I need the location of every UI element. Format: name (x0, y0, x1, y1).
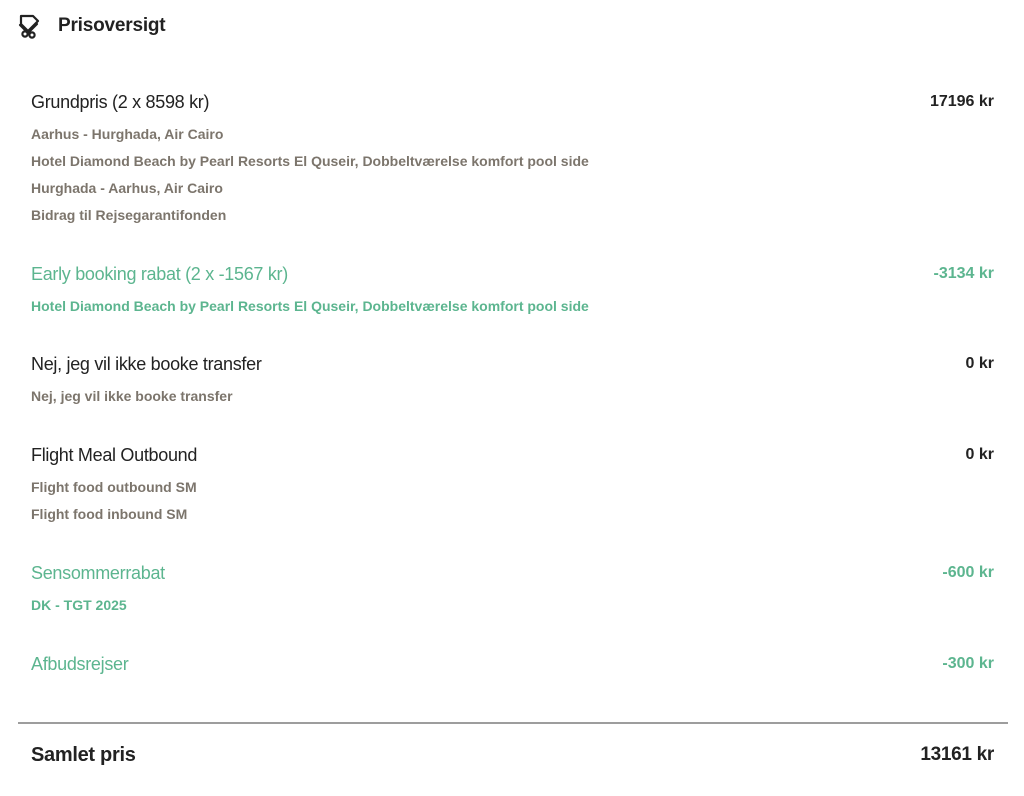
price-item-amount: -3134 kr (933, 265, 994, 282)
price-item-detail: Hotel Diamond Beach by Pearl Resorts El Quseir, Dobbeltværelse komfort pool side (31, 298, 589, 314)
total-row (31, 742, 994, 768)
price-item-detail: Bidrag til Rejsegarantifonden (31, 207, 227, 223)
price-item-title: Grundpris (2 x 8598 kr) (31, 92, 210, 112)
price-item-details (31, 592, 994, 619)
total-label: Samlet pris (31, 744, 136, 766)
price-item-last-minute (31, 653, 994, 675)
price-item-title: Early booking rabat (2 x -1567 kr) (31, 264, 288, 284)
price-item-transfer (31, 353, 994, 410)
total-divider (18, 722, 1008, 724)
price-item-amount: 17196 kr (929, 93, 994, 110)
price-item-detail: Hurghada - Aarhus, Air Cairo (31, 180, 223, 196)
price-item-flight-meal (31, 444, 994, 528)
page-title: Prisoversigt (58, 15, 166, 36)
price-item-detail: Flight food outbound SM (31, 479, 197, 495)
price-item-amount: -600 kr (942, 564, 994, 581)
price-item-detail: DK - TGT 2025 (31, 597, 127, 613)
price-item-title: Nej, jeg vil ikke booke transfer (31, 354, 262, 374)
price-item-amount: -300 kr (942, 655, 994, 672)
price-item-title: Sensommerrabat (31, 563, 165, 583)
price-item-late-summer-discount (31, 562, 994, 619)
total-price: 13161 kr (920, 744, 994, 765)
price-item-detail: Hotel Diamond Beach by Pearl Resorts El Quseir, Dobbeltværelse komfort pool side (31, 153, 589, 169)
price-item-details (31, 293, 994, 320)
price-item-details (31, 121, 994, 229)
price-item-early-booking (31, 263, 994, 320)
price-tag-icon (18, 13, 42, 39)
price-item-base-price (31, 91, 994, 229)
price-item-title: Afbudsrejser (31, 654, 129, 674)
price-item-amount: 0 kr (965, 355, 994, 372)
price-overview-header (18, 12, 165, 40)
price-item-amount: 0 kr (965, 446, 994, 463)
price-item-title: Flight Meal Outbound (31, 445, 198, 465)
price-item-details (31, 383, 994, 410)
price-item-detail: Aarhus - Hurghada, Air Cairo (31, 126, 224, 142)
price-item-detail: Nej, jeg vil ikke booke transfer (31, 388, 233, 404)
price-item-detail: Flight food inbound SM (31, 506, 188, 522)
price-item-details (31, 474, 994, 528)
